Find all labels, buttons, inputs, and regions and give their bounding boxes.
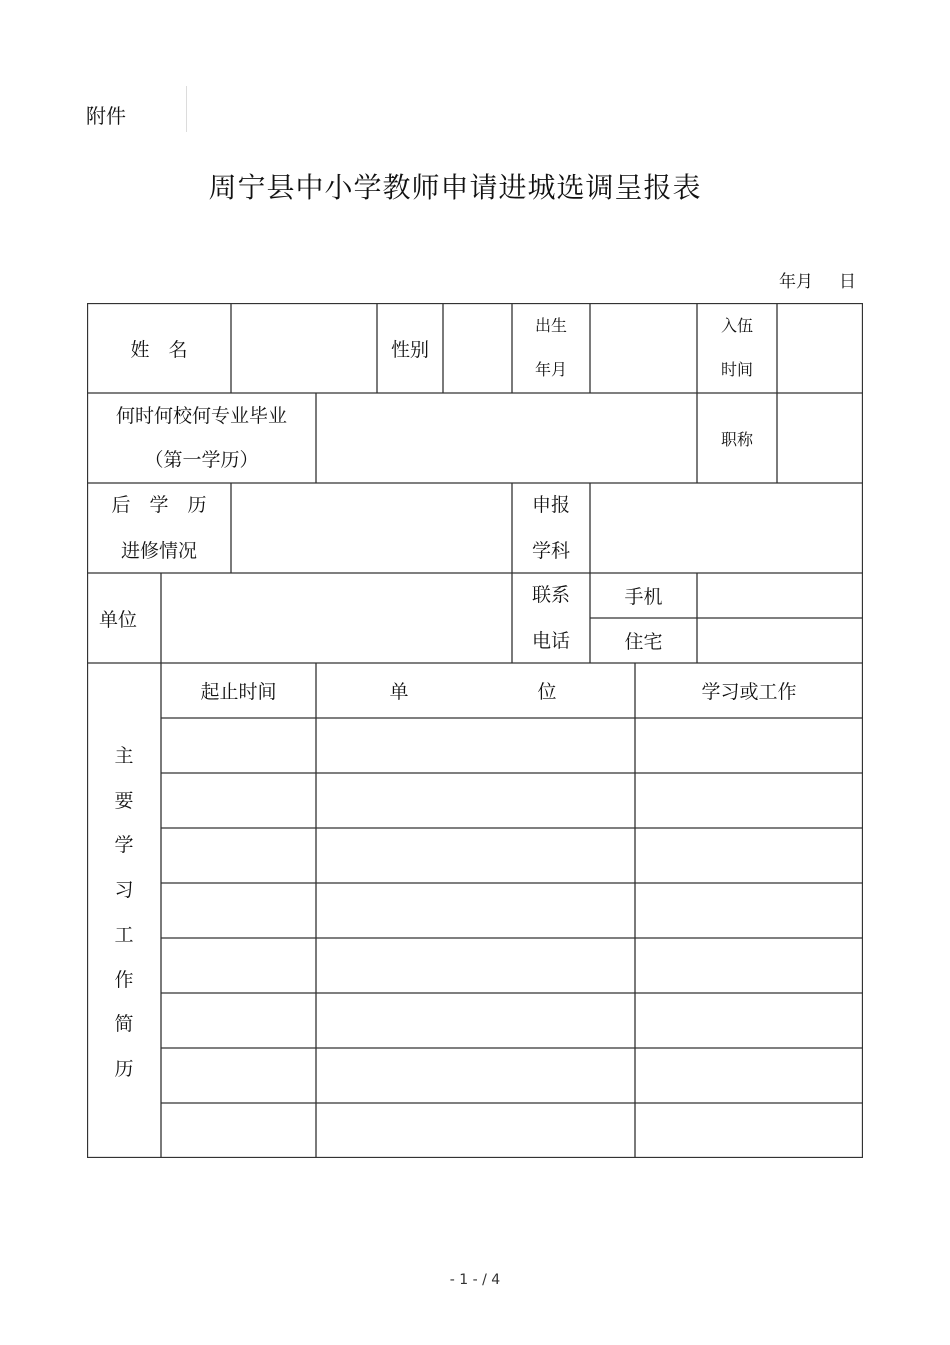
resume-label-char: 要 — [114, 789, 134, 812]
graduation-label — [87, 393, 316, 483]
graduation-label-line1: 何时何校何专业毕业 — [115, 405, 287, 427]
resume-row[interactable] — [161, 828, 863, 883]
resume-row[interactable] — [161, 773, 863, 828]
unit-label: 单位 — [99, 608, 138, 631]
subject-field[interactable] — [590, 483, 863, 573]
home-field[interactable] — [697, 618, 863, 663]
enlist-label — [697, 303, 777, 393]
resume-header-study-work: 学习或工作 — [701, 681, 797, 703]
enlist-label-line2: 时间 — [720, 360, 753, 379]
further-edu-label-line1: 后 学 历 — [111, 494, 207, 516]
form-title: 周宁县中小学教师申请进城选调呈报表 — [208, 171, 702, 204]
mobile-field[interactable] — [697, 573, 863, 618]
further-edu-label — [87, 483, 231, 573]
contact-label-line2: 电话 — [531, 630, 570, 652]
title-field[interactable] — [777, 393, 863, 483]
resume-label — [87, 734, 161, 1094]
graduation-label-line2: （第一学历） — [144, 449, 259, 471]
name-label: 姓 名 — [130, 338, 188, 361]
resume-header-unit-left: 单 — [389, 681, 409, 703]
birth-label-line1: 出生 — [534, 316, 567, 335]
application-form-table — [87, 303, 863, 1158]
date-line — [779, 267, 856, 292]
resume-label-char: 作 — [114, 968, 134, 991]
unit-field[interactable] — [161, 573, 512, 663]
subject-label-line2: 学科 — [531, 540, 570, 562]
gender-field[interactable] — [443, 303, 512, 393]
resume-header-unit-right: 位 — [537, 681, 557, 703]
graduation-field[interactable] — [316, 393, 697, 483]
gender-label: 性别 — [390, 338, 429, 361]
resume-header-period: 起止时间 — [200, 681, 277, 703]
enlist-field[interactable] — [777, 303, 863, 393]
resume-label-char: 工 — [114, 923, 134, 946]
birth-label-line2: 年月 — [534, 360, 567, 379]
birth-field[interactable] — [590, 303, 697, 393]
resume-label-char: 主 — [114, 745, 134, 767]
resume-row[interactable] — [161, 883, 863, 938]
mobile-label: 手机 — [624, 586, 663, 608]
subject-label — [512, 483, 590, 573]
resume-row[interactable] — [161, 1103, 863, 1158]
contact-label-line1: 联系 — [531, 584, 570, 606]
date-day: 日 — [839, 272, 856, 292]
resume-label-char: 习 — [114, 879, 134, 902]
resume-row[interactable] — [161, 1048, 863, 1103]
resume-row[interactable] — [161, 993, 863, 1048]
contact-label — [512, 573, 590, 663]
further-edu-field[interactable] — [231, 483, 512, 573]
enlist-label-line1: 入伍 — [720, 316, 753, 335]
date-year-month: 年月 — [779, 272, 813, 292]
title-label: 职称 — [720, 429, 753, 449]
resume-label-char: 简 — [114, 1013, 134, 1036]
birth-label — [512, 303, 590, 393]
name-field[interactable] — [231, 303, 377, 393]
page-number: - 1 - / 4 — [449, 1272, 501, 1288]
subject-label-line1: 申报 — [531, 494, 570, 516]
resume-label-char: 学 — [114, 834, 134, 857]
resume-row[interactable] — [161, 718, 863, 773]
home-label: 住宅 — [624, 631, 663, 653]
resume-label-char: 历 — [114, 1057, 134, 1080]
attachment-label: 附件 — [86, 104, 126, 128]
resume-row[interactable] — [161, 938, 863, 993]
header-divider — [186, 86, 187, 132]
further-edu-label-line2: 进修情况 — [120, 540, 197, 562]
